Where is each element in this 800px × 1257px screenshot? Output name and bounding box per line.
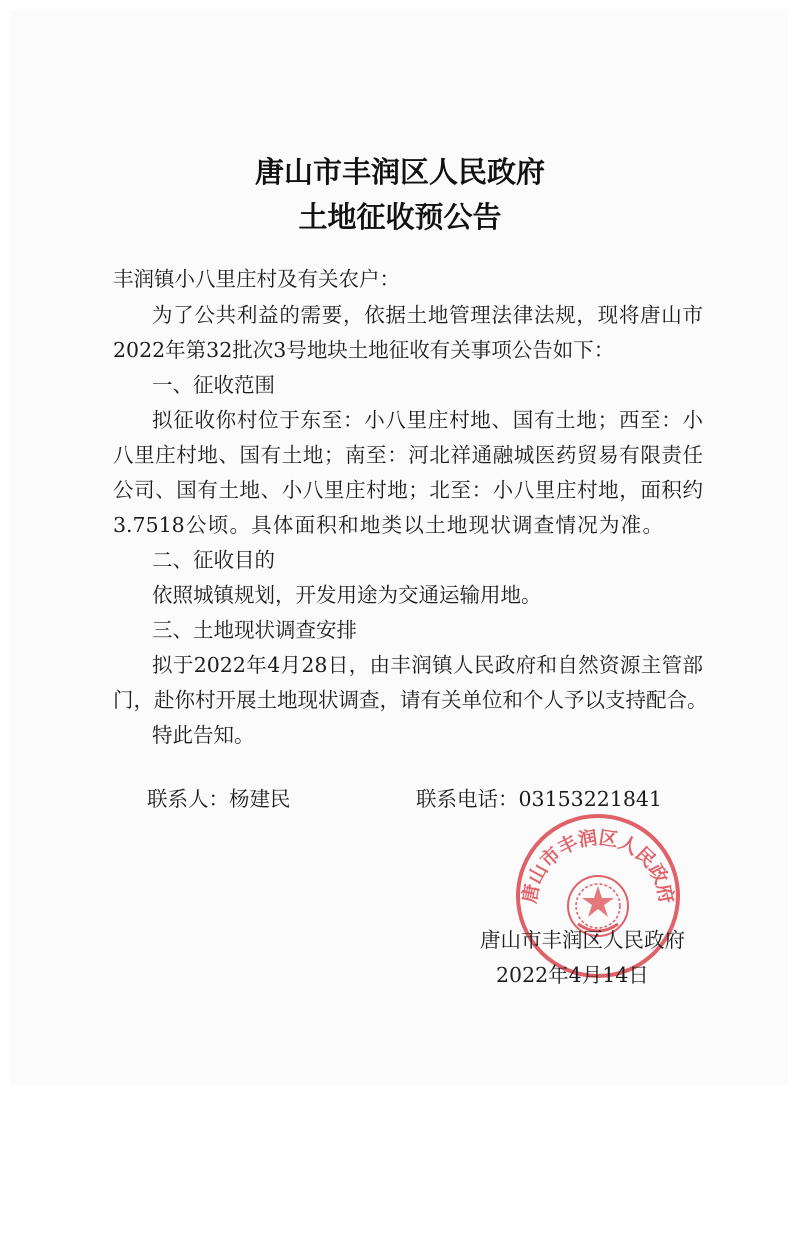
paragraph-scope-line: 3.7518公顷。具体面积和地类以土地现状调查情况为准。	[113, 513, 663, 537]
document-title-line2: 土地征收预公告	[298, 200, 502, 234]
contact-person: 联系人：杨建民	[147, 787, 291, 811]
signature-date: 2022年4月14日	[496, 963, 649, 987]
document-title-line1: 唐山市丰润区人民政府	[254, 155, 545, 189]
paragraph-scope-line: 八里庄村地、国有土地；南至：河北祥通融城医药贸易有限责任	[113, 443, 703, 467]
official-seal-stamp	[512, 812, 684, 980]
section-heading-survey: 三、土地现状调查安排	[152, 618, 357, 642]
paragraph-scope-line: 公司、国有土地、小八里庄村地；北至：小八里庄村地，面积约	[113, 478, 703, 502]
paragraph-survey-line: 拟于2022年4月28日，由丰润镇人民政府和自然资源主管部	[152, 653, 703, 677]
paragraph-purpose-line: 依照城镇规划，开发用途为交通运输用地。	[152, 583, 542, 607]
section-heading-purpose: 二、征收目的	[152, 548, 275, 572]
paragraph-survey-line: 门，赴你村开展土地现状调查，请有关单位和个人予以支持配合。	[113, 688, 708, 712]
paragraph-scope-line: 拟征收你村位于东至：小八里庄村地、国有土地；西至：小	[152, 408, 703, 432]
closing-remark: 特此告知。	[152, 723, 255, 747]
section-heading-scope: 一、征收范围	[152, 373, 275, 397]
salutation: 丰润镇小八里庄村及有关农户：	[113, 267, 400, 291]
contact-phone: 联系电话：03153221841	[416, 787, 662, 811]
signature-organization: 唐山市丰润区人民政府	[480, 928, 685, 952]
seal-lettering: 唐山市丰润区人民政府	[518, 826, 678, 906]
paragraph-intro-line: 为了公共利益的需要，依据土地管理法律法规，现将唐山市	[152, 303, 703, 327]
paragraph-intro-line: 2022年第32批次3号地块土地征收有关事项公告如下：	[113, 338, 615, 362]
